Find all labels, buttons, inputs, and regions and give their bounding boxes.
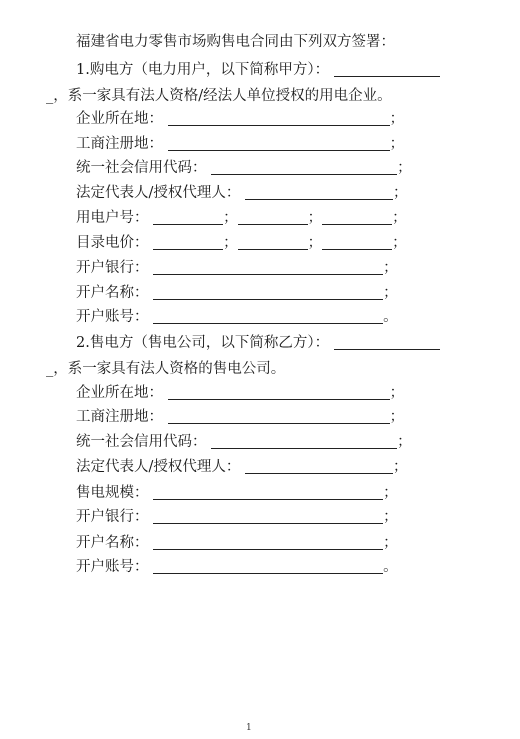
seller-bank-label: 开户银行： bbox=[76, 509, 149, 525]
buyer-registration-row bbox=[76, 135, 404, 153]
buyer-bankaccount-row bbox=[76, 308, 398, 326]
seller-desc-prefix: _， bbox=[46, 361, 68, 377]
seller-legal-label: 法定代表人/授权代理人： bbox=[76, 459, 241, 475]
seller-bank-row bbox=[76, 508, 398, 526]
seller-heading: 2.售电方（售电公司，以下简称乙方）： bbox=[76, 335, 330, 351]
seller-scale-label: 售电规模： bbox=[76, 485, 149, 501]
seller-heading-row bbox=[76, 334, 440, 352]
buyer-legal-label: 法定代表人/授权代理人： bbox=[76, 185, 241, 201]
buyer-location-blank[interactable] bbox=[168, 110, 390, 126]
buyer-registration-label: 工商注册地： bbox=[76, 136, 163, 152]
buyer-accountno-blank-2[interactable] bbox=[238, 209, 308, 225]
semicolon: ； bbox=[383, 285, 398, 301]
seller-scale-blank[interactable] bbox=[153, 484, 383, 500]
seller-credit-row bbox=[76, 433, 412, 451]
buyer-legal-blank[interactable] bbox=[245, 184, 393, 200]
seller-name-blank[interactable] bbox=[334, 334, 440, 350]
buyer-registration-blank[interactable] bbox=[168, 135, 390, 151]
seller-bank-blank[interactable] bbox=[153, 508, 383, 524]
buyer-credit-blank[interactable] bbox=[211, 159, 397, 175]
semicolon: ； bbox=[307, 235, 323, 251]
buyer-desc-row bbox=[46, 87, 392, 105]
semicolon: ； bbox=[397, 434, 412, 450]
semicolon: ； bbox=[383, 535, 398, 551]
buyer-heading-row bbox=[76, 61, 440, 79]
seller-bankaccount-blank[interactable] bbox=[153, 558, 383, 574]
semicolon: ； bbox=[393, 459, 408, 475]
buyer-heading: 1.购电方（电力用户，以下简称甲方）： bbox=[76, 62, 330, 78]
semicolon: ； bbox=[389, 136, 405, 152]
buyer-price-label: 目录电价： bbox=[76, 235, 149, 251]
semicolon: ； bbox=[307, 210, 323, 226]
semicolon: ； bbox=[383, 509, 398, 525]
buyer-desc-prefix: _， bbox=[46, 88, 68, 104]
buyer-legal-row bbox=[76, 184, 408, 202]
semicolon: ； bbox=[389, 409, 405, 425]
buyer-bank-blank[interactable] bbox=[153, 259, 383, 275]
semicolon: ； bbox=[383, 260, 398, 276]
buyer-location-label: 企业所在地： bbox=[76, 111, 163, 127]
semicolon: ； bbox=[393, 185, 408, 201]
buyer-price-blank-3[interactable] bbox=[322, 234, 392, 250]
seller-accountname-blank[interactable] bbox=[153, 534, 383, 550]
buyer-price-blank-2[interactable] bbox=[238, 234, 308, 250]
buyer-bankaccount-label: 开户账号： bbox=[76, 309, 149, 325]
seller-desc: 系一家具有法人资格的售电公司。 bbox=[67, 361, 286, 377]
buyer-accountno-blank-1[interactable] bbox=[153, 209, 223, 225]
semicolon: ； bbox=[383, 485, 398, 501]
seller-scale-row bbox=[76, 484, 398, 502]
page-number: 1 bbox=[246, 723, 252, 733]
seller-legal-blank[interactable] bbox=[245, 458, 393, 474]
seller-legal-row bbox=[76, 458, 408, 476]
semicolon: ； bbox=[389, 111, 405, 127]
buyer-bank-row bbox=[76, 259, 398, 277]
period: 。 bbox=[383, 559, 398, 575]
buyer-accountno-row bbox=[76, 209, 407, 227]
semicolon: ； bbox=[223, 210, 238, 226]
buyer-accountname-blank[interactable] bbox=[153, 284, 383, 300]
buyer-accountno-label: 用电户号： bbox=[76, 210, 149, 226]
seller-desc-row bbox=[46, 360, 285, 378]
buyer-accountname-label: 开户名称： bbox=[76, 285, 149, 301]
buyer-accountname-row bbox=[76, 284, 398, 302]
buyer-credit-label: 统一社会信用代码： bbox=[76, 160, 207, 176]
period: 。 bbox=[383, 309, 398, 325]
seller-location-row bbox=[76, 384, 404, 402]
semicolon: ； bbox=[389, 385, 405, 401]
intro-text: 福建省电力零售市场购售电合同由下列双方签署： bbox=[76, 34, 395, 50]
buyer-accountno-blank-3[interactable] bbox=[322, 209, 392, 225]
buyer-name-blank[interactable] bbox=[334, 61, 440, 77]
seller-credit-blank[interactable] bbox=[211, 433, 397, 449]
buyer-bankaccount-blank[interactable] bbox=[153, 308, 383, 324]
seller-bankaccount-label: 开户账号： bbox=[76, 559, 149, 575]
seller-bankaccount-row bbox=[76, 558, 398, 576]
buyer-location-row bbox=[76, 110, 404, 128]
seller-registration-blank[interactable] bbox=[168, 408, 390, 424]
semicolon: ； bbox=[397, 160, 412, 176]
seller-location-label: 企业所在地： bbox=[76, 385, 163, 401]
seller-location-blank[interactable] bbox=[168, 384, 390, 400]
seller-credit-label: 统一社会信用代码： bbox=[76, 434, 207, 450]
seller-accountname-row bbox=[76, 534, 398, 552]
semicolon: ； bbox=[392, 235, 407, 251]
seller-accountname-label: 开户名称： bbox=[76, 535, 149, 551]
buyer-bank-label: 开户银行： bbox=[76, 260, 149, 276]
buyer-desc: 系一家具有法人资格/经法人单位授权的用电企业。 bbox=[67, 88, 392, 104]
buyer-credit-row bbox=[76, 159, 412, 177]
seller-registration-label: 工商注册地： bbox=[76, 409, 163, 425]
semicolon: ； bbox=[392, 210, 407, 226]
semicolon: ； bbox=[223, 235, 238, 251]
buyer-price-row bbox=[76, 234, 407, 252]
buyer-price-blank-1[interactable] bbox=[153, 234, 223, 250]
seller-registration-row bbox=[76, 408, 404, 426]
